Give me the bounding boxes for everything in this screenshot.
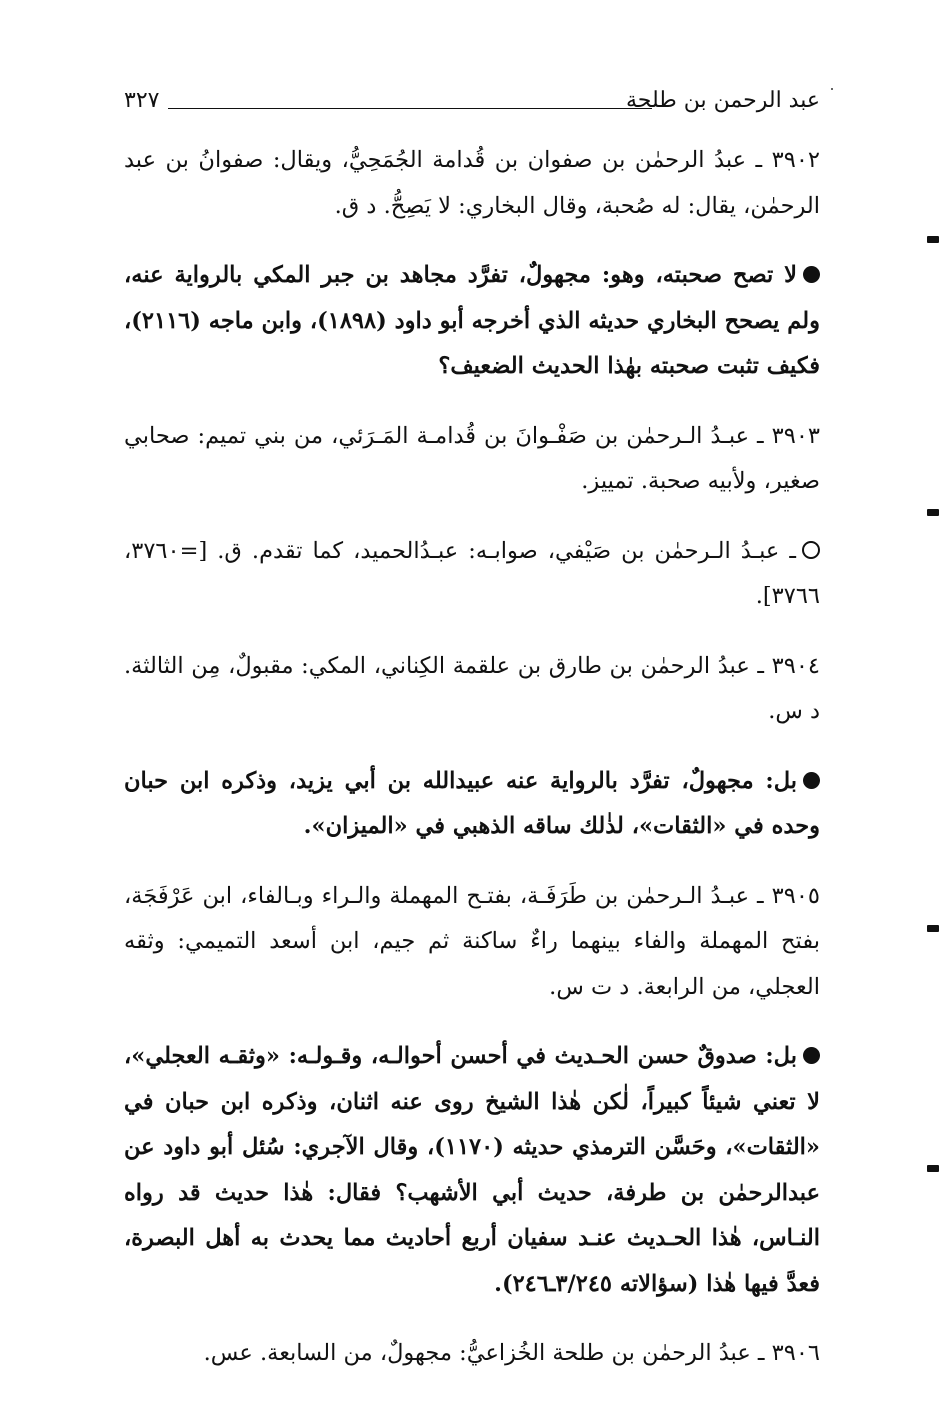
bullet-icon <box>803 1047 820 1064</box>
comment-3902 <box>124 253 820 390</box>
margin-mark <box>927 236 939 243</box>
entry-3904 <box>124 644 820 735</box>
comment-text: لا تصح صحبته، وهو: مجهولٌ، تفرَّد مجاهد بن جبر المكي بالرواية عنه، ولم يصحح البخاري حديثه الذي أخرجه أبو داود (١٨٩٨)، وابن ماجه (٢١١٦)، فكيف تثبت صحبته بهٰذا الحديث الضعيف؟ <box>124 262 820 379</box>
entry-3905 <box>124 874 820 1011</box>
entry-cross-reference <box>124 529 820 620</box>
entry-text: ٣٩٠٥ ـ عبـدُ الـرحمٰن بن طَرَفَـة، بفتـح المهملة والـراء وبـالفاء، ابن عَرْفَجَة، بفتح المهملة والفاء بينهما راءٌ ساكنة ثم جيم، ابن أسعد التميمي: وثقه العجلي، من الرابعة. د ت س. <box>124 882 820 1000</box>
entry-text: ٣٩٠٣ ـ عبـدُ الـرحمٰن بن صَفْـوانَ بن قُدامـة المَـرَئي، من بني تميم: صحابي صغير، ولأبيه صحبة. تمييز. <box>124 422 820 494</box>
entry-text: ٣٩٠٤ ـ عبدُ الرحمٰن بن طارق بن علقمة الكِناني، المكي: مقبولٌ، مِن الثالثة. د س. <box>124 652 820 724</box>
margin-mark <box>927 509 939 516</box>
circle-icon <box>802 541 820 559</box>
entry-text: ٣٩٠٦ ـ عبدُ الرحمٰن بن طلحة الخُزاعيُّ: مجهولٌ، من السابعة. عس. <box>203 1340 820 1366</box>
page-number: ٣٢٧ <box>124 86 165 116</box>
comment-text: بل: صدوقٌ حسن الحـديث في أحسن أحوالـه، وقـولـه: «وثقـه العجلي»، لا تعني شيئاً كبيراً، لٰكن هٰذا الشيخ روى عنه اثنان، وذكره ابن حبان في «الثقات»، وحَسَّن الترمذي حديثه (١١٧٠)، وقال الآجري: سُئل أبو داود عن عبدالرحمٰن بن طرفة، حديث أبي الأشهب؟ فقال: هٰذا حديث قد رواه النـاس، هٰذا الحـديث عنـد سفيان أربع أحاديث مما يحدث به أهل البصرة، فعدَّ فيها هٰذا (سؤالاته ٣/٢٤٥ـ٢٤٦). <box>124 1043 820 1297</box>
margin-mark <box>927 1165 939 1172</box>
bullet-icon <box>803 266 820 283</box>
page-body <box>124 138 820 1401</box>
entry-3906 <box>124 1331 820 1377</box>
comment-3904 <box>124 759 820 850</box>
header-title: عبد الرحمن بن طلحة <box>618 86 820 116</box>
running-header <box>124 86 820 120</box>
scan-speck <box>831 88 833 90</box>
entry-3903 <box>124 414 820 505</box>
bullet-icon <box>803 772 820 789</box>
margin-mark <box>927 925 939 932</box>
entry-3902 <box>124 138 820 229</box>
entry-text: ـ عبـدُ الـرحمٰن بن صَيْفي، صوابـه: عبـدُالحميد، كما تقدم. ق. [=٣٧٦٠، ٣٧٦٦]. <box>124 537 820 609</box>
comment-3905 <box>124 1034 820 1307</box>
comment-text: بل: مجهولٌ، تفرَّد بالرواية عنه عبيدالله بن أبي يزيد، وذكره ابن حبان وحده في «الثقات»، لذٰلك ساقه الذهبي في «الميزان». <box>124 767 820 839</box>
entry-text: ٣٩٠٢ ـ عبدُ الرحمٰن بن صفوان بن قُدامة الجُمَحِيُّ، ويقال: صفوانُ بن عبد الرحمٰن، يقال: له صُحبة، وقال البخاري: لا يَصِحُّ. د ق. <box>124 147 820 219</box>
header-rule <box>168 108 652 109</box>
